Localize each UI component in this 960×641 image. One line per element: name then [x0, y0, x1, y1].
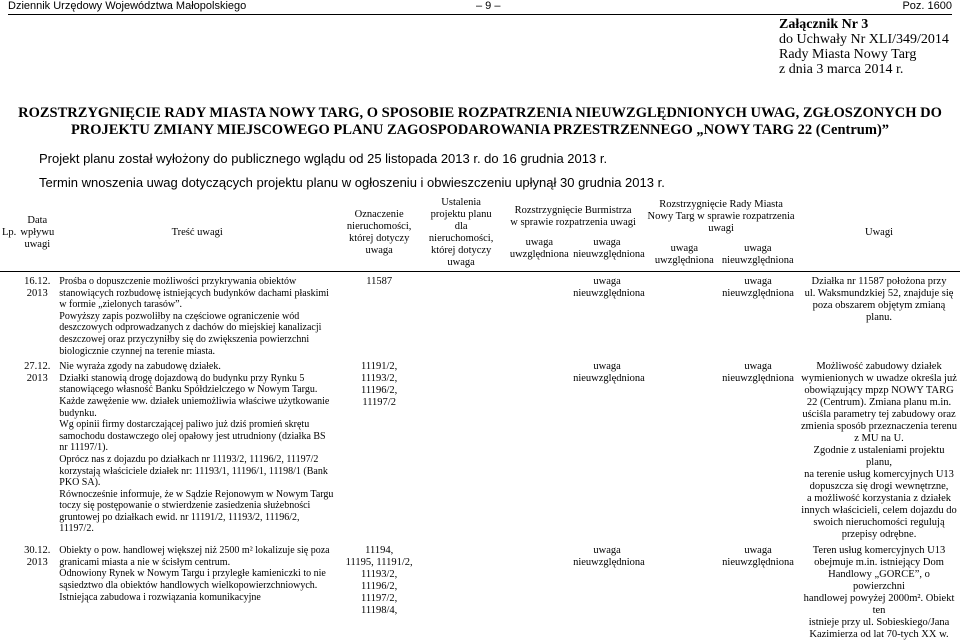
- cell-lp: [0, 272, 18, 358]
- header-arrangements-line: projektu planu: [430, 209, 492, 220]
- header-mayor-line: Rozstrzygnięcie Burmistrza: [514, 205, 632, 216]
- remarks-line: swoich nieruchomości regulują: [813, 517, 945, 529]
- header-council-decision: [644, 195, 798, 272]
- table-header-row: [0, 195, 960, 272]
- header-council-line: Nowy Targ w sprawie rozpatrzenia: [647, 211, 795, 222]
- exposure-period: Projekt planu został wyłożony do publicznego wglądu od 25 listopada 2013 r. do 16 grudnia 2013 r.: [39, 151, 608, 166]
- remarks-line: Możliwość zabudowy działek: [816, 361, 942, 373]
- cell-arrangements: [420, 357, 502, 541]
- content-paragraph: Prośba o dopuszczenie możliwości przykrywania obiektów stanowiących rozbudowę istniejących budynków dachami płaskimi w formie „zielonych tarasów”.: [59, 276, 329, 311]
- cell-lp: [0, 357, 18, 541]
- cell-council-decision: [644, 357, 798, 541]
- cell-remarks: [798, 541, 960, 641]
- header-arrangements: [420, 195, 502, 272]
- document-title: [0, 105, 960, 139]
- header-date: [18, 195, 56, 272]
- decision-line: nieuwzględniona: [573, 288, 645, 299]
- cell-content: [56, 541, 338, 641]
- decision-line: nieuwzględniona: [722, 373, 794, 385]
- table-row: [0, 541, 960, 641]
- annex-title: Załącznik Nr 3: [779, 17, 869, 32]
- cell-content: [56, 272, 338, 358]
- content-paragraph: Powyższy zapis pozwoliłby na częściowe ograniczenie wód deszczowych odprowadzanych z dachów do miejskiej kanalizacji deszczowej oraz przyczyniłby się do zwiększenia powierzchni biologicznie czynnej na terenie miasta.: [59, 310, 322, 357]
- remarks-line: przepisy odrębne.: [841, 529, 917, 541]
- council-not-considered: [721, 276, 795, 300]
- header-arrangements-line: której dotyczy: [430, 245, 492, 256]
- mayor-not-considered: [573, 276, 645, 300]
- property-line: 11196/2,: [361, 581, 398, 593]
- decision-line: uwaga: [744, 276, 772, 287]
- header-property-line: której dotyczy: [348, 233, 410, 244]
- date-line: 16.12.: [24, 276, 51, 287]
- remarks-line: Teren usług komercyjnych U13: [812, 545, 946, 557]
- remarks-line: ul. Waksmundzkiej 52, znajduje się: [804, 288, 954, 299]
- remarks-line: handlowej powyżej 2000m². Obiekt ten: [803, 593, 955, 617]
- remarks-line: obowiązujący mpzp NOWY TARG: [804, 385, 954, 397]
- header-mayor-considered: [506, 237, 574, 261]
- header-council-not-considered: [721, 243, 794, 267]
- decision-line: nieuwzględniona: [573, 373, 645, 385]
- decision-line: uwaga: [744, 545, 772, 557]
- remarks-line: istnieje przy ul. Sobieskiego/Jana: [808, 617, 950, 629]
- header-lp: Lp.: [0, 195, 18, 272]
- journal-title: Dziennik Urzędowy Województwa Małopolskiego: [8, 0, 247, 12]
- decision-line: uwaga: [593, 276, 621, 287]
- running-header: [8, 0, 952, 14]
- cell-lp: [0, 541, 18, 641]
- page-number: – 9 –: [476, 0, 501, 12]
- date-line: 2013: [26, 373, 48, 385]
- content-paragraph: Odnowiony Rynek w Nowym Targu i przyległe kamieniczki to nie sąsiedztwo dla obiektów handlowych wielkopowierzchniowych.: [59, 568, 326, 591]
- annex-date: z dnia 3 marca 2014 r.: [779, 62, 904, 77]
- header-considered-line: uwzględniona: [509, 249, 569, 260]
- header-not-considered-line: uwaga: [744, 243, 772, 254]
- property-line: 11191/2,: [361, 361, 398, 373]
- content-paragraph: Obiekty o pow. handlowej większej niż 2500 m² lokalizuje się poza granicami miasta a nie w ścisłym centrum.: [59, 545, 330, 568]
- header-date-line: uwagi: [24, 239, 51, 250]
- content-paragraph: Każde zawężenie ww. działek uniemożliwia właściwe użytkowanie budynku.: [59, 395, 330, 419]
- decision-line: nieuwzględniona: [722, 288, 794, 299]
- content-paragraph: Istniejąca zabudowa i rozwiązania komunikacyjne: [59, 591, 261, 603]
- header-mayor-line: w sprawie rozpatrzenia uwagi: [510, 217, 636, 228]
- remarks-line: zmienia sposób przeznaczenia terenu: [801, 421, 957, 433]
- decision-line: uwaga: [744, 361, 772, 373]
- property-line: 11197/2,: [361, 593, 398, 605]
- header-rule: [8, 14, 952, 15]
- remarks-table: [0, 195, 960, 641]
- header-property-line: uwaga: [365, 245, 393, 256]
- remarks-line: uściśla parametry tej zabudowy oraz: [802, 409, 956, 421]
- header-considered-line: uwzględniona: [654, 255, 714, 266]
- remarks-line: Kazimierza od lat 70-tych XX w.: [809, 629, 949, 641]
- remarks-line: obejmuje m.in. istniejący Dom: [814, 557, 944, 569]
- position-number: Poz. 1600: [902, 0, 952, 12]
- annex-council: Rady Miasta Nowy Targ: [779, 47, 917, 62]
- header-remarks: Uwagi: [798, 195, 960, 272]
- annex-block: [779, 17, 949, 77]
- content-paragraph: Wg opinii firmy dostarczającej paliwo już dziś promień skrętu samochodu dostawczego olej opałowy jest utrudniony (działka BS nr 11197/1).: [59, 419, 326, 454]
- header-property-line: Oznaczenie: [354, 209, 404, 220]
- property-line: 11196/2,: [361, 385, 398, 397]
- property-line: 11195, 11191/2,: [345, 557, 413, 569]
- cell-date: [18, 272, 56, 358]
- table-row: [0, 272, 960, 358]
- header-council-line: Rozstrzygnięcie Rady Miasta: [659, 199, 783, 210]
- cell-council-decision: [644, 541, 798, 641]
- header-council-considered: [648, 243, 721, 267]
- decision-line: uwaga: [593, 545, 621, 557]
- council-not-considered: [721, 545, 795, 569]
- submission-deadline: Termin wnoszenia uwag dotyczących projektu planu w ogłoszeniu i obwieszczeniu upłynął 30 grudnia 2013 r.: [39, 175, 665, 190]
- cell-mayor-decision: [502, 541, 644, 641]
- header-property: [338, 195, 420, 272]
- mayor-not-considered: [573, 361, 645, 385]
- cell-arrangements: [420, 272, 502, 358]
- content-paragraph: Równocześnie informuje, że w Sądzie Rejonowym w Nowym Targu toczy się postępowanie o stwierdzenie zasiedzenia służebności gruntowej po działkach ewid. nr 11191/2, 11193/2, 11196/2, 11197/2.: [59, 488, 334, 535]
- date-line: 30.12.: [24, 545, 51, 557]
- header-date-line: wpływu: [20, 227, 55, 238]
- header-arrangements-line: uwaga: [447, 257, 475, 268]
- header-mayor-decision: [502, 195, 644, 272]
- decision-line: nieuwzględniona: [722, 557, 794, 569]
- cell-property: [338, 272, 420, 358]
- cell-date: [18, 357, 56, 541]
- remarks-line: na terenie usług komercyjnych U13: [804, 469, 954, 481]
- header-considered-line: uwaga: [670, 243, 699, 254]
- cell-mayor-decision: [502, 357, 644, 541]
- header-mayor-not-considered: [573, 237, 645, 261]
- content-paragraph: Działki stanowią drogę dojazdową do budynku przy Rynku 5 stanowiącego własność Banku Spółdzielczego w Nowym Targu.: [59, 372, 318, 396]
- council-not-considered: [721, 361, 795, 385]
- remarks-line: innych właścicieli, celem dojazdu do: [801, 505, 957, 517]
- annex-resolution: do Uchwały Nr XLI/349/2014: [779, 32, 949, 47]
- property-line: 11198/4,: [361, 605, 398, 617]
- cell-remarks: [798, 357, 960, 541]
- header-arrangements-line: dla: [454, 221, 468, 232]
- header-property-line: nieruchomości,: [346, 221, 412, 232]
- date-line: 2013: [26, 557, 48, 569]
- header-considered-line: uwaga: [525, 237, 553, 248]
- cell-arrangements: [420, 541, 502, 641]
- remarks-line: Zgodnie z ustaleniami projektu planu,: [813, 445, 945, 469]
- header-not-considered-line: nieuwzględniona: [721, 255, 794, 266]
- decision-line: nieuwzględniona: [573, 557, 645, 569]
- header-not-considered-line: uwaga: [593, 237, 621, 248]
- cell-council-decision: [644, 272, 798, 358]
- cell-content: [56, 357, 338, 541]
- content-paragraph: Oprócz nas z dojazdu po działkach nr 11193/2, 11196/2, 11197/2 korzystają właściciele działek nr: 11193/1, 11196/1, 11198/1 (Bank PKO SA).: [59, 453, 328, 489]
- header-council-line: uwagi: [708, 223, 734, 234]
- title-line-1: ROZSTRZYGNIĘCIE RADY MIASTA NOWY TARG, O SPOSOBIE ROZPATRZENIA NIEUWZGLĘDNIONYCH UWAG, ZGŁOSZONYCH DO: [18, 105, 942, 121]
- remarks-line: a możliwość korzystania z działek: [806, 493, 952, 505]
- remarks-line: Handlowy „GORCE”, o powierzchni: [828, 569, 930, 593]
- property-line: 11194,: [365, 545, 394, 557]
- remarks-line: 22 (Centrum). Zmiana planu m.in.: [806, 397, 952, 409]
- remarks-line: dopuszcza się drogi wewnętrzne,: [809, 481, 949, 493]
- property-line: 11587: [366, 276, 393, 287]
- header-not-considered-line: nieuwzględniona: [573, 249, 645, 260]
- cell-date: [18, 541, 56, 641]
- header-arrangements-line: Ustalenia: [441, 197, 481, 208]
- remarks-line: wymienionych w uwadze określa już: [801, 373, 957, 385]
- title-line-2: PROJEKTU ZMIANY MIEJSCOWEGO PLANU ZAGOSPODAROWANIA PRZESTRZENNEGO „NOWY TARG 22 (Centrum)”: [70, 122, 890, 138]
- date-line: 2013: [26, 288, 48, 299]
- content-paragraph: Nie wyraża zgody na zabudowę działek.: [59, 361, 221, 373]
- remarks-line: poza obszarem objętym zmianą planu.: [812, 300, 946, 323]
- property-line: 11193/2,: [361, 569, 398, 581]
- header-arrangements-line: nieruchomości,: [428, 233, 494, 244]
- header-content: Treść uwagi: [56, 195, 338, 272]
- remarks-line: Działka nr 11587 położona przy: [811, 276, 947, 287]
- property-line: 11197/2: [362, 397, 396, 409]
- date-line: 27.12.: [24, 361, 51, 373]
- cell-mayor-decision: [502, 272, 644, 358]
- cell-property: [338, 541, 420, 641]
- table-row: [0, 357, 960, 541]
- property-line: 11193/2,: [361, 373, 398, 385]
- remarks-line: z MU na U.: [854, 433, 904, 445]
- mayor-not-considered: [573, 545, 645, 569]
- cell-property: [338, 357, 420, 541]
- decision-line: uwaga: [593, 361, 621, 373]
- cell-remarks: [798, 272, 960, 358]
- header-date-line: Data: [27, 215, 48, 226]
